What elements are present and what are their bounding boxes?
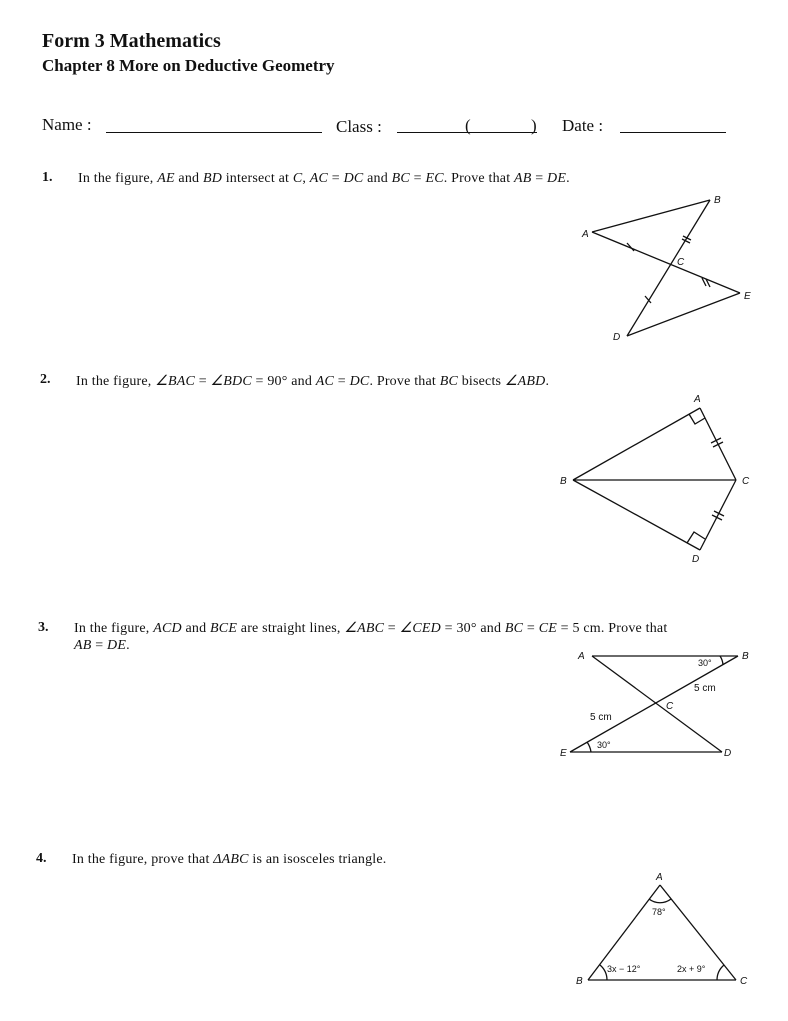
fig3-length-ce: 5 cm <box>590 712 612 723</box>
question-3-text: In the figure, ACD and BCE are straight lines, ∠ABC = ∠CED = 30° and BC = CE = 5 cm. Prove that AB = DE. <box>74 621 668 653</box>
fig3-label-a: A <box>578 651 585 662</box>
question-4-text: In the figure, prove that ΔABC is an isosceles triangle. <box>72 852 387 867</box>
fig4-label-a: A <box>656 872 663 883</box>
fig1-label-e: E <box>744 291 751 302</box>
fig4-angle-c: 2x + 9° <box>677 964 706 974</box>
class-number-paren-close: ) <box>531 116 537 135</box>
fig3-angle-b: 30° <box>698 658 712 668</box>
question-1-number: 1. <box>42 170 53 185</box>
fig1-label-d: D <box>613 332 621 343</box>
fig4-label-b: B <box>576 976 583 987</box>
fig3-angle-e: 30° <box>597 740 611 750</box>
fig2-label-d: D <box>692 554 700 565</box>
question-3-number: 3. <box>38 620 49 635</box>
fig1-label-b: B <box>714 195 721 206</box>
figure-1-lines <box>592 200 740 336</box>
fig4-label-c: C <box>740 976 748 987</box>
name-label: Name : <box>42 115 92 134</box>
fig3-label-e: E <box>560 748 567 759</box>
chapter-title: Chapter 8 More on Deductive Geometry <box>42 56 335 75</box>
fig3-length-bc: 5 cm <box>694 683 716 694</box>
fig3-label-d: D <box>724 748 732 759</box>
fig1-label-a: A <box>582 229 589 240</box>
fig2-label-b: B <box>560 476 567 487</box>
fig4-angle-a: 78° <box>652 907 666 917</box>
figure-2-lines <box>573 408 736 550</box>
question-2-number: 2. <box>40 372 51 387</box>
class-number-paren-open: ( <box>465 116 471 135</box>
fig1-label-c: C <box>677 257 685 268</box>
question-4-number: 4. <box>36 851 47 866</box>
date-label: Date : <box>562 116 604 135</box>
question-2-text: In the figure, ∠BAC = ∠BDC = 90° and AC = DC. Prove that BC bisects ∠ABD. <box>76 374 550 389</box>
fig4-angle-b: 3x − 12° <box>607 964 641 974</box>
fig3-label-c: C <box>666 701 674 712</box>
question-1-text: In the figure, AE and BD intersect at C, AC = DC and BC = EC. Prove that AB = DE. <box>78 171 570 186</box>
worksheet-title: Form 3 Mathematics <box>42 30 221 52</box>
fig3-label-b: B <box>742 651 749 662</box>
class-label: Class : <box>336 117 382 136</box>
figure-3-lines <box>570 656 738 752</box>
fig2-label-a: A <box>694 394 701 405</box>
fig2-label-c: C <box>742 476 750 487</box>
